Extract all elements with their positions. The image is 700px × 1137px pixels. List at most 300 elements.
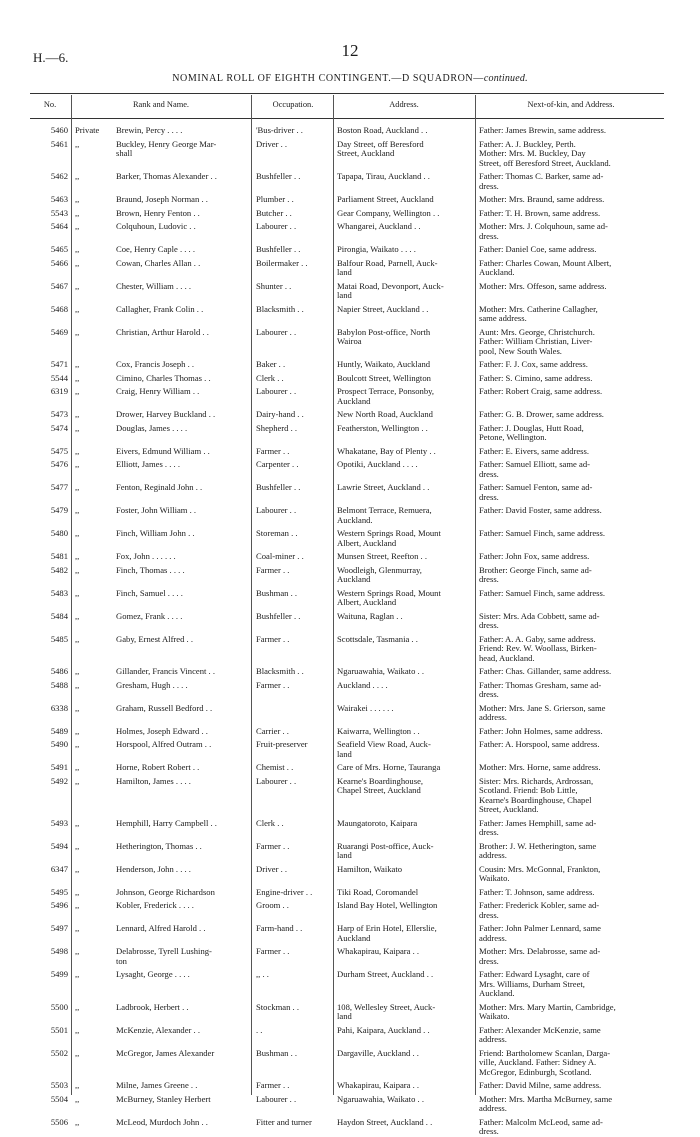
rank: ,,: [75, 946, 80, 956]
next-of-kin: [479, 681, 665, 700]
occupation-line: Bushman . .: [256, 588, 298, 598]
rank: Private: [75, 125, 100, 135]
address: [337, 360, 473, 370]
next-of-kin-line: dress.: [479, 491, 499, 502]
rank: ,,: [75, 372, 80, 383]
address: [337, 259, 473, 278]
next-of-kin-line: Petone, Wellington.: [479, 432, 547, 442]
rank: ,,: [75, 679, 80, 690]
table-row: [0, 552, 700, 562]
rank: ,,: [75, 459, 80, 469]
address: [337, 727, 473, 737]
address: [337, 842, 473, 861]
regimental-number: 5466: [50, 257, 68, 268]
soldier-name: [116, 589, 250, 599]
table-row: [0, 566, 700, 585]
soldier-name-line: Craig, Henry William . .: [116, 387, 200, 396]
occupation: [256, 635, 332, 645]
table-row: [0, 1095, 700, 1114]
soldier-name: [116, 819, 250, 829]
occupation: [256, 387, 332, 397]
next-of-kin-line: Mother: Mrs. Delabrosse, same ad-: [479, 947, 601, 956]
occupation: [256, 222, 332, 232]
soldier-name-line: Coe, Henry Caple . . . .: [116, 245, 195, 254]
next-of-kin: [479, 589, 665, 599]
table-row: [0, 681, 700, 700]
occupation-line: Farmer . .: [256, 1081, 290, 1090]
table-row: [0, 865, 700, 884]
next-of-kin-line: Scotland. Friend: Bob Little,: [479, 785, 578, 795]
address-line: Maungatoroto, Kaipara: [337, 818, 418, 828]
next-of-kin-line: address.: [479, 1034, 507, 1044]
rank: ,,: [75, 445, 80, 456]
next-of-kin-line: Father: Samuel Elliott, same ad-: [479, 460, 590, 469]
soldier-name-line: Cowan, Charles Allan . .: [116, 258, 201, 268]
table-row: [0, 1081, 700, 1091]
address: [337, 635, 473, 645]
next-of-kin-line: Father: Frederick Kobler, same ad-: [479, 901, 600, 910]
regimental-number: 5506: [50, 1116, 68, 1127]
table-row: [0, 328, 700, 357]
next-of-kin: [479, 245, 665, 255]
address-line: Ruarangi Post-office, Auck-: [337, 841, 434, 851]
address-line: Wairakei . . . . . .: [337, 703, 394, 713]
table-row: [0, 209, 700, 219]
next-of-kin: [479, 483, 665, 502]
occupation-line: Farmer . .: [256, 446, 290, 456]
address-line: Haydon Street, Auckland . .: [337, 1117, 433, 1127]
next-of-kin-line: dress.: [479, 1126, 499, 1136]
occupation-line: Coal-miner . .: [256, 552, 304, 561]
address-line: Chapel Street, Auckland: [337, 785, 421, 795]
address: [337, 552, 473, 562]
address-line: Gear Company, Wellington . .: [337, 208, 440, 218]
address: [337, 777, 473, 796]
occupation-line: Labourer . .: [256, 506, 297, 515]
occupation: [256, 1118, 332, 1128]
regimental-number: 5475: [50, 445, 68, 456]
soldier-name: [116, 970, 250, 980]
occupation-line: 'Bus-driver . .: [256, 126, 303, 135]
regimental-number: 5502: [50, 1047, 68, 1058]
next-of-kin: [479, 1003, 665, 1022]
address-line: Whakapirau, Kaipara . .: [337, 947, 420, 956]
next-of-kin-line: Father: T. Johnson, same address.: [479, 887, 595, 897]
next-of-kin-line: Brother: J. W. Hetherington, same: [479, 841, 597, 851]
rank: ,,: [75, 666, 80, 676]
next-of-kin-line: dress.: [479, 574, 499, 584]
next-of-kin-line: Father: A. J. Buckley, Perth.: [479, 139, 576, 149]
soldier-name: [116, 566, 250, 576]
occupation-line: Blacksmith . .: [256, 304, 304, 314]
next-of-kin: [479, 126, 665, 136]
soldier-name: [116, 282, 250, 292]
soldier-name-line: Gresham, Hugh . . . .: [116, 680, 188, 690]
regimental-number: 5489: [50, 725, 68, 736]
soldier-name: [116, 305, 250, 315]
rank: ,,: [75, 171, 80, 181]
next-of-kin: [479, 1049, 665, 1078]
regimental-number: 5495: [50, 886, 68, 897]
soldier-name: [116, 140, 250, 159]
next-of-kin-line: Mother: Mrs. Jane S. Grierson, same: [479, 703, 606, 713]
regimental-number: 5474: [50, 422, 68, 433]
occupation-line: Labourer . .: [256, 327, 297, 337]
rank: ,,: [75, 762, 80, 772]
table-row: [0, 483, 700, 502]
next-of-kin-line: Brother: George Finch, same ad-: [479, 565, 592, 575]
occupation: [256, 777, 332, 787]
table-row: [0, 506, 700, 525]
soldier-name-line: Brewin, Percy . . . .: [116, 126, 183, 135]
address-line: Harp of Erin Hotel, Ellerslie,: [337, 924, 437, 933]
soldier-name: [116, 865, 250, 875]
next-of-kin: [479, 305, 665, 324]
next-of-kin-line: dress.: [479, 230, 499, 241]
next-of-kin-line: Father: Daniel Coe, same address.: [479, 245, 597, 254]
soldier-name-line: Brown, Henry Fenton . .: [116, 208, 200, 218]
table-row: [0, 282, 700, 301]
soldier-name-line: McBurney, Stanley Herbert: [116, 1094, 211, 1104]
table-row: [0, 1049, 700, 1078]
occupation: [256, 1081, 332, 1091]
rank: ,,: [75, 587, 80, 598]
soldier-name-line: McGregor, James Alexander: [116, 1048, 215, 1058]
next-of-kin-line: Father: G. B. Drower, same address.: [479, 410, 604, 419]
address: [337, 763, 473, 773]
address-line: Auckland . . . .: [337, 680, 388, 690]
occupation-line: Shunter . .: [256, 281, 292, 291]
next-of-kin: [479, 924, 665, 943]
soldier-name-line: McLeod, Murdoch John . .: [116, 1117, 208, 1127]
rank: ,,: [75, 610, 80, 621]
table-row: [0, 222, 700, 241]
next-of-kin-line: Father: Alexander McKenzie, same: [479, 1025, 601, 1035]
page-number: 12: [341, 41, 359, 60]
next-of-kin-line: Street, Auckland.: [479, 804, 539, 814]
address-line: Matai Road, Devonport, Auck-: [337, 281, 444, 291]
occupation-line: Labourer . .: [256, 222, 297, 231]
next-of-kin-line: Father: S. Cimino, same address.: [479, 373, 593, 383]
next-of-kin-line: Mother: Mrs. Mary Martin, Cambridge,: [479, 1002, 616, 1012]
address-line: Auckland: [337, 932, 371, 943]
soldier-name-line: Hetherington, Thomas . .: [116, 841, 202, 851]
next-of-kin-line: Father: E. Eivers, same address.: [479, 446, 590, 456]
next-of-kin: [479, 387, 665, 397]
table-row: [0, 305, 700, 324]
occupation-line: Farmer . .: [256, 947, 290, 956]
address: [337, 195, 473, 205]
occupation: [256, 424, 332, 434]
soldier-name-line: Eivers, Edmund William . .: [116, 446, 210, 456]
next-of-kin-line: Father: William Christian, Liver-: [479, 336, 593, 346]
occupation: [256, 410, 332, 420]
col-header-rank-name: Rank and Name.: [132, 100, 190, 109]
next-of-kin-line: Mother: Mrs. Horne, same address.: [479, 763, 601, 772]
occupation-line: Dairy-hand . .: [256, 410, 304, 419]
address-line: Care of Mrs. Horne, Tauranga: [337, 763, 441, 772]
address-line: land: [337, 1011, 352, 1021]
table-row: [0, 410, 700, 420]
next-of-kin: [479, 727, 665, 737]
next-of-kin-line: dress.: [479, 689, 499, 699]
soldier-name: [116, 740, 250, 750]
soldier-name: [116, 374, 250, 384]
next-of-kin-line: Father: J. Douglas, Hutt Road,: [479, 423, 584, 433]
soldier-name-line: Fenton, Reginald John . .: [116, 483, 203, 492]
next-of-kin: [479, 282, 665, 292]
next-of-kin: [479, 1026, 665, 1045]
soldier-name: [116, 635, 250, 645]
table-row: [0, 245, 700, 255]
occupation-line: Fruit-preserver: [256, 740, 308, 749]
address-line: Belmont Terrace, Remuera,: [337, 506, 432, 515]
regimental-number: 5481: [50, 551, 68, 561]
address-line: Babylon Post-office, North: [337, 327, 431, 337]
occupation: [256, 460, 332, 470]
rank: ,,: [75, 528, 80, 538]
next-of-kin-line: Father: F. J. Cox, same address.: [479, 360, 588, 369]
address: [337, 1095, 473, 1105]
address: [337, 410, 473, 420]
address-line: Durham Street, Auckland . .: [337, 970, 434, 979]
soldier-name: [116, 447, 250, 457]
address-line: Auckland: [337, 395, 371, 406]
next-of-kin: [479, 222, 665, 241]
address: [337, 819, 473, 829]
soldier-name: [116, 1081, 250, 1091]
regimental-number: 5500: [50, 1001, 68, 1012]
next-of-kin-line: Sister: Mrs. Ada Cobbett, same ad-: [479, 611, 600, 621]
next-of-kin: [479, 819, 665, 838]
soldier-name-line: Hamilton, James . . . .: [116, 776, 191, 786]
next-of-kin: [479, 140, 665, 169]
next-of-kin: [479, 447, 665, 457]
occupation-line: Driver . .: [256, 864, 288, 874]
rank: ,,: [75, 207, 80, 218]
occupation: [256, 763, 332, 773]
soldier-name: [116, 924, 250, 934]
next-of-kin-line: Kearne's Boardinghouse, Chapel: [479, 794, 592, 805]
soldier-name-line: Gomez, Frank . . . .: [116, 611, 183, 621]
address-line: Parliament Street, Auckland: [337, 195, 434, 204]
address: [337, 667, 473, 677]
occupation-line: Groom . .: [256, 901, 289, 910]
table-row: [0, 447, 700, 457]
soldier-name-line: Holmes, Joseph Edward . .: [116, 726, 208, 736]
address-line: Opotiki, Auckland . . . .: [337, 460, 418, 469]
address: [337, 328, 473, 347]
address: [337, 483, 473, 493]
rank: ,,: [75, 221, 80, 231]
regimental-number: 5493: [50, 817, 68, 828]
occupation: [256, 360, 332, 370]
regimental-number: 5483: [50, 587, 68, 598]
next-of-kin-line: McGregor, Edinburgh, Scotland.: [479, 1066, 592, 1077]
next-of-kin: [479, 1095, 665, 1114]
occupation: [256, 924, 332, 934]
soldier-name: [116, 172, 250, 182]
address: [337, 1081, 473, 1091]
next-of-kin: [479, 667, 665, 677]
soldier-name: [116, 667, 250, 677]
rank: ,,: [75, 725, 80, 736]
occupation: [256, 842, 332, 852]
soldier-name: [116, 424, 250, 434]
rank: ,,: [75, 886, 80, 897]
address-line: Balfour Road, Parnell, Auck-: [337, 258, 438, 268]
table-row: [0, 374, 700, 384]
soldier-name-line: Fox, John . . . . . .: [116, 552, 176, 561]
rank: ,,: [75, 482, 80, 492]
rank: ,,: [75, 257, 80, 268]
table-row: [0, 460, 700, 479]
soldier-name: [116, 245, 250, 255]
next-of-kin-line: pool, New South Wales.: [479, 345, 562, 356]
regimental-number: 5467: [50, 280, 68, 291]
soldier-name-line: Kobler, Frederick . . . .: [116, 901, 194, 910]
regimental-number: 5494: [50, 840, 68, 851]
next-of-kin: [479, 424, 665, 443]
occupation: [256, 1026, 332, 1036]
table-row: [0, 763, 700, 773]
next-of-kin-line: Waikato.: [479, 873, 510, 883]
header-rule-top: [30, 93, 664, 94]
next-of-kin-line: Father: John Palmer Lennard, same: [479, 924, 601, 933]
next-of-kin-line: Mother: Mrs. Martha McBurney, same: [479, 1094, 613, 1104]
soldier-name-line: Ladbrook, Herbert . .: [116, 1002, 189, 1012]
soldier-name: [116, 704, 250, 714]
occupation-line: Labourer . .: [256, 1094, 297, 1104]
soldier-name-line: Cimino, Charles Thomas . .: [116, 373, 211, 383]
soldier-name-line: Callagher, Frank Colin . .: [116, 304, 204, 314]
soldier-name-line: Delabrosse, Tyrell Lushing-: [116, 947, 212, 956]
next-of-kin-line: dress.: [479, 955, 499, 966]
address: [337, 901, 473, 911]
soldier-name-line: Milne, James Greene . .: [116, 1081, 198, 1090]
address-line: Western Springs Road, Mount: [337, 529, 441, 538]
regimental-number: 5469: [50, 326, 68, 337]
address: [337, 681, 473, 691]
next-of-kin: [479, 506, 665, 516]
table-row: [0, 667, 700, 677]
occupation: [256, 681, 332, 691]
next-of-kin-line: Father: Malcolm McLeod, same ad-: [479, 1117, 603, 1127]
rank: ,,: [75, 138, 80, 149]
occupation: [256, 888, 332, 898]
address-line: Auckland: [337, 574, 371, 584]
next-of-kin-line: Mother: Mrs. M. Buckley, Day: [479, 148, 586, 158]
table-row: [0, 1026, 700, 1045]
occupation-line: Boilermaker . .: [256, 258, 308, 268]
soldier-name: [116, 901, 250, 911]
regimental-number: 5462: [50, 171, 68, 181]
address-line: land: [337, 850, 352, 860]
rank: ,,: [75, 303, 80, 314]
occupation-line: Clerk . .: [256, 373, 284, 383]
next-of-kin: [479, 259, 665, 278]
next-of-kin-line: Waikato.: [479, 1011, 510, 1021]
soldier-name-line: Braund, Joseph Norman . .: [116, 195, 208, 204]
regimental-number: 5465: [50, 244, 68, 254]
soldier-name: [116, 842, 250, 852]
next-of-kin-line: Father: Robert Craig, same address.: [479, 387, 603, 396]
next-of-kin-line: Street, off Beresford Street, Auckland.: [479, 157, 611, 168]
table-row: [0, 777, 700, 815]
next-of-kin-line: Mother: Mrs. Catherine Callagher,: [479, 304, 598, 314]
address: [337, 447, 473, 457]
occupation-line: Butcher . .: [256, 208, 292, 218]
soldier-name-line: Cox, Francis Joseph . .: [116, 360, 195, 369]
occupation: [256, 506, 332, 516]
occupation: [256, 865, 332, 875]
header-rule-bottom: [30, 118, 664, 119]
soldier-name: [116, 888, 250, 898]
regimental-number: 5488: [50, 679, 68, 690]
table-row: [0, 819, 700, 838]
regimental-number: 5544: [50, 372, 68, 383]
address-line: Featherston, Wellington . .: [337, 423, 428, 433]
address: [337, 222, 473, 232]
roll-title: [0, 73, 700, 84]
next-of-kin: [479, 901, 665, 920]
address: [337, 947, 473, 957]
next-of-kin-line: dress.: [479, 468, 499, 479]
rank: ,,: [75, 359, 80, 369]
rank: ,,: [75, 551, 80, 561]
table-row: [0, 126, 700, 136]
address: [337, 424, 473, 434]
occupation: [256, 566, 332, 576]
soldier-name: [116, 360, 250, 370]
next-of-kin-line: Auckland.: [479, 267, 515, 277]
occupation: [256, 589, 332, 599]
table-row: [0, 360, 700, 370]
occupation-line: Plumber . .: [256, 195, 294, 204]
occupation-line: . .: [256, 1025, 263, 1035]
address-line: Boston Road, Auckland . .: [337, 126, 428, 135]
occupation: [256, 947, 332, 957]
address: [337, 209, 473, 219]
address-line: Kaiwarra, Wellington . .: [337, 726, 420, 736]
soldier-name-line: Foster, John William . .: [116, 506, 197, 515]
soldier-name: [116, 727, 250, 737]
address: [337, 566, 473, 585]
address-line: Albert, Auckland: [337, 597, 397, 607]
table-row: [0, 901, 700, 920]
soldier-name-line: Horspool, Alfred Outram . .: [116, 740, 212, 749]
occupation-line: Farmer . .: [256, 565, 290, 575]
col-header-no: No.: [43, 100, 57, 109]
rank: ,,: [75, 409, 80, 419]
next-of-kin: [479, 704, 665, 723]
address: [337, 865, 473, 875]
next-of-kin-line: Father: Samuel Finch, same address.: [479, 588, 606, 598]
address-line: Woodleigh, Glenmurray,: [337, 565, 422, 575]
occupation: [256, 282, 332, 292]
address: [337, 387, 473, 406]
regimental-number: 5479: [50, 505, 68, 515]
col-header-occupation: Occupation.: [272, 100, 314, 109]
occupation-line: Blacksmith . .: [256, 667, 304, 676]
occupation: [256, 552, 332, 562]
next-of-kin-line: Aunt: Mrs. George, Christchurch.: [479, 327, 595, 337]
next-of-kin-line: Father: James Hemphill, same ad-: [479, 818, 597, 828]
soldier-name: [116, 506, 250, 516]
rank: ,,: [75, 280, 80, 291]
table-row: [0, 589, 700, 608]
address-line: Dargaville, Auckland . .: [337, 1048, 419, 1058]
